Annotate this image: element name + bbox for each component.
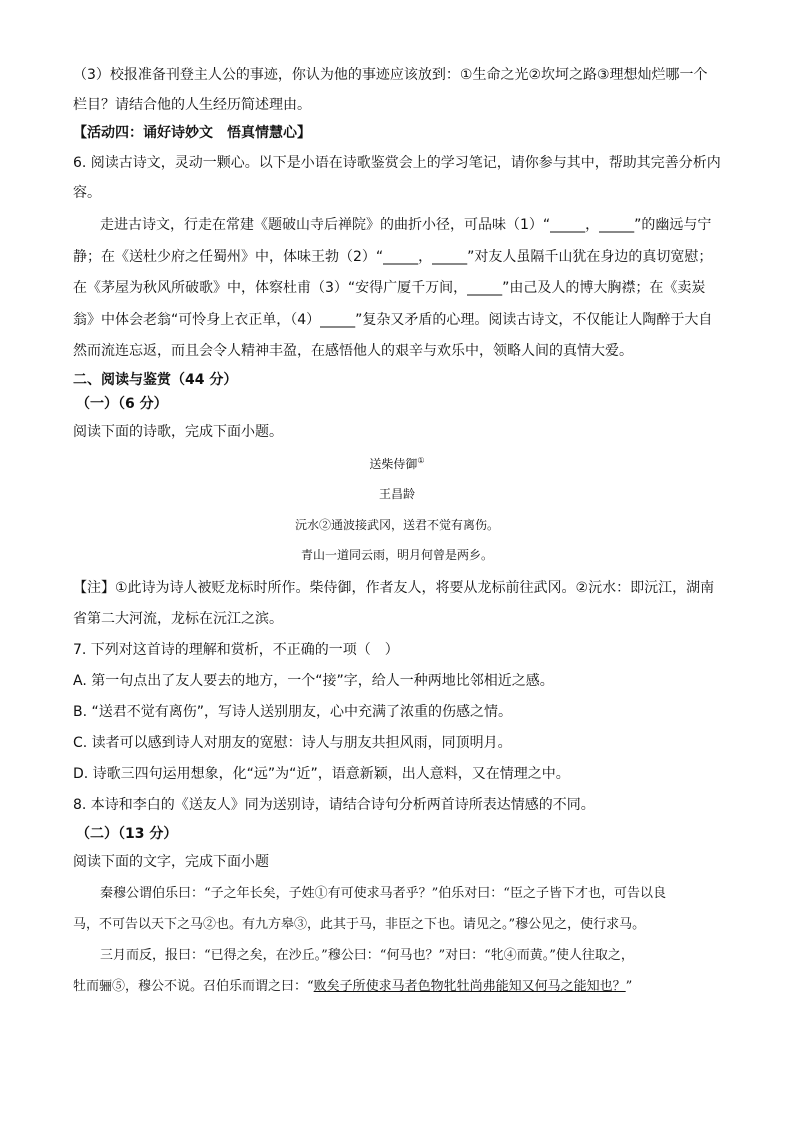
classical-text-line-1: 秦穆公谓伯乐曰：“子之年长矣，子姓①有可使求马者乎？”伯乐对曰：“臣之子皆下才也，可告以良 bbox=[100, 886, 666, 901]
q7-option-c: C. 读者可以感到诗人对朋友的宽慰：诗人与朋友共担风雨，同顶明月。 bbox=[73, 735, 512, 751]
q6-passage-line-4: 翁》中体会老翁“可怜身上衣正单，（4）_____”复杂又矛盾的心理。阅读古诗文，不仅能让人陶醉于大自 bbox=[73, 312, 713, 328]
part1-heading: （一）（6 分） bbox=[76, 396, 168, 412]
poem-title-note-mark: ① bbox=[417, 456, 425, 465]
q3-line-2: 栏目？请结合他的人生经历简述理由。 bbox=[73, 97, 311, 113]
q6-stem-line-2: 容。 bbox=[73, 185, 101, 201]
part1-instruction: 阅读下面的诗歌，完成下面小题。 bbox=[73, 424, 283, 440]
part2-heading: （二）（13 分） bbox=[76, 826, 178, 842]
poem-line-1: 沅水②通波接武冈，送君不觉有离伤。 bbox=[294, 518, 499, 532]
closing-quote: ” bbox=[625, 979, 633, 994]
q6-stem-line-1: 6. 阅读古诗文，灵动一颗心。以下是小语在诗歌鉴赏会上的学习笔记，请你参与其中，帮助其完善分析内 bbox=[73, 155, 721, 171]
underlined-sentence: 败矣子所使求马者色物牝牡尚弗能知又何马之能知也？ bbox=[313, 979, 626, 994]
q6-passage-line-5: 然而流连忘返，而且会令人精神丰盈，在感悟他人的艰辛与欢乐中，领略人间的真情大爱。 bbox=[73, 343, 633, 359]
classical-text-line-2: 马，不可告以天下之马②也。有九方皋③，此其于马，非臣之下也。请见之。”穆公见之，使行求马。 bbox=[73, 917, 646, 932]
q6-passage-line-2: 静；在《送杜少府之任蜀州》中，体味王勃（2）“_____，_____”对友人虽隔千山犹在身边的真切宽慰； bbox=[73, 249, 713, 265]
section2-heading: 二、阅读与鉴赏（44 分） bbox=[73, 372, 238, 388]
q8-stem: 8. 本诗和李白的《送友人》同为送别诗，请结合诗句分析两首诗所表达情感的不同。 bbox=[73, 797, 595, 813]
classical-text-line-4-lead: 牡而骊⑤，穆公不说。召伯乐而谓之曰：“ bbox=[73, 979, 314, 994]
poem-author: 王昌龄 bbox=[378, 487, 415, 501]
poem-line-2: 青山一道同云雨，明月何曾是两乡。 bbox=[300, 548, 493, 562]
activity4-heading: 【活动四：诵好诗妙文 悟真情慧心】 bbox=[73, 125, 311, 141]
classical-text-line-3: 三月而反，报曰：“已得之矣，在沙丘。”穆公曰：“何马也？”对曰：“牝④而黄。”使人往取之， bbox=[100, 948, 634, 963]
classical-text-line-4 bbox=[73, 977, 632, 997]
q6-passage-line-1: 走进古诗文，行走在常建《题破山寺后禅院》的曲折小径，可品味（1）“_____，_____”的幽远与宁 bbox=[100, 217, 712, 233]
poem-title bbox=[0, 454, 794, 474]
part2-instruction: 阅读下面的文字，完成下面小题 bbox=[73, 854, 269, 870]
q6-passage-line-3: 在《茅屋为秋风所破歌》中，体察杜甫（3）“安得广厦千万间，_____”由己及人的博大胸襟；在《卖炭 bbox=[73, 280, 706, 296]
poem-title-text: 送柴侍御 bbox=[369, 457, 418, 471]
q7-option-b: B. “送君不觉有离伤”，写诗人送别朋友，心中充满了浓重的伤感之情。 bbox=[73, 704, 513, 720]
q3-line-1: （3）校报准备刊登主人公的事迹，你认为他的事迹应该放到：①生命之光②坎坷之路③理想灿烂哪一个 bbox=[73, 67, 708, 83]
q7-option-d: D. 诗歌三四句运用想象，化“远”为“近”，语意新颖，出人意料，又在情理之中。 bbox=[73, 766, 570, 782]
q7-stem: 7. 下列对这首诗的理解和赏析，不正确的一项（ ） bbox=[73, 642, 399, 658]
poem-note-line-1: 【注】①此诗为诗人被贬龙标时所作。柴侍御，作者友人，将要从龙标前往武冈。②沅水：即沅江，湖南 bbox=[73, 580, 715, 596]
poem-note-line-2: 省第二大河流，龙标在沅江之滨。 bbox=[73, 611, 283, 627]
q7-option-a: A. 第一句点出了友人要去的地方，一个“接”字，给人一种两地比邻相近之感。 bbox=[73, 673, 554, 689]
